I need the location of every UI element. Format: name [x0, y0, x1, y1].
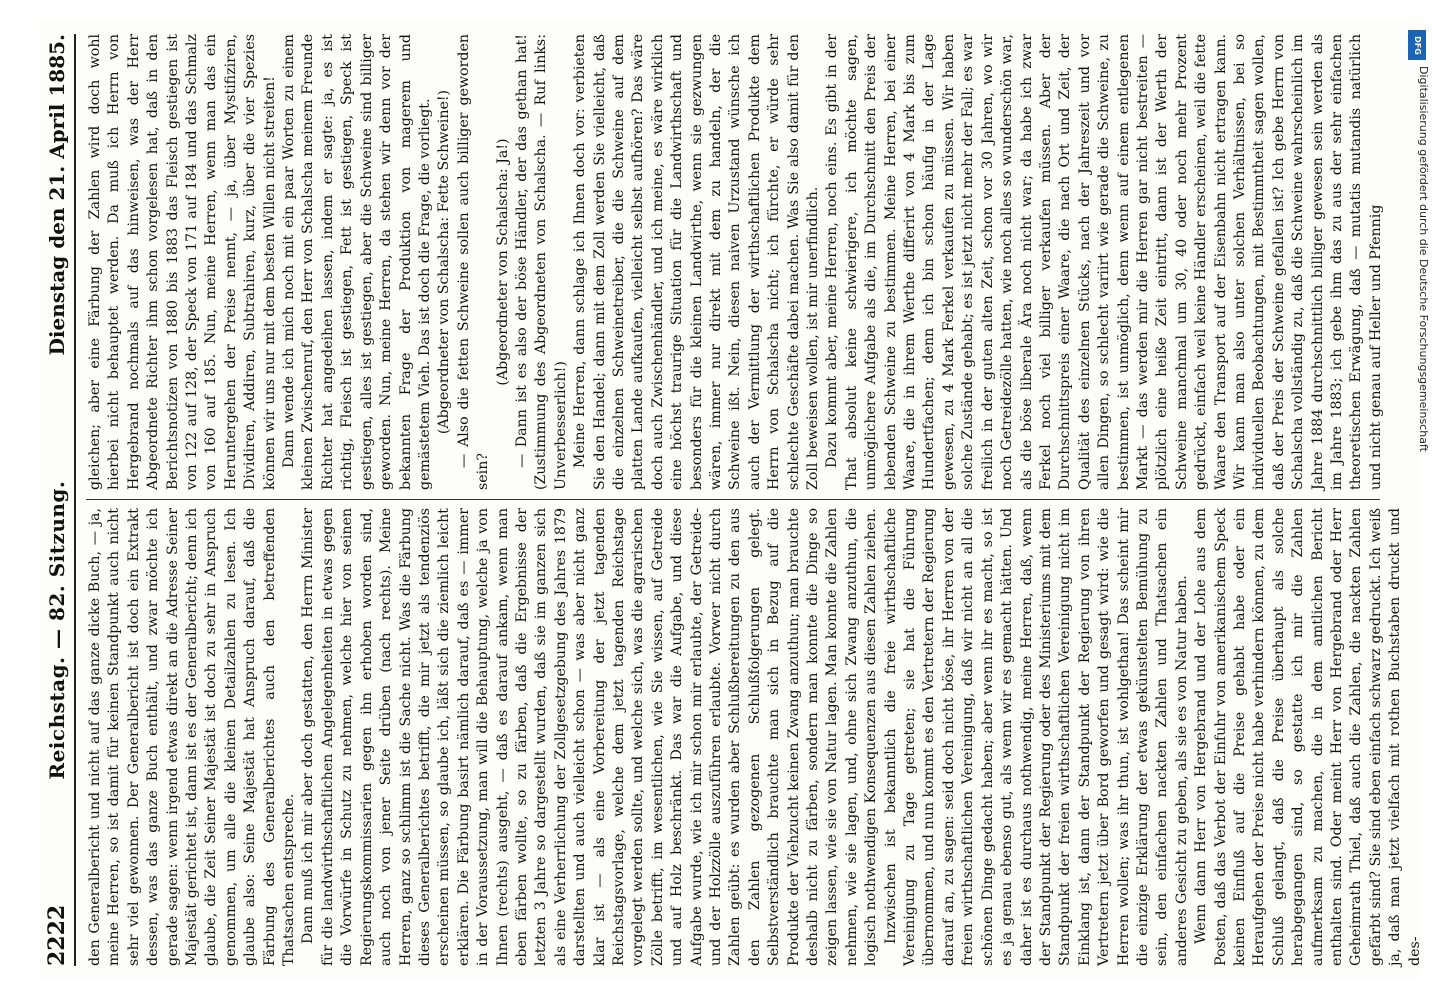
paragraph: — Dann ist es also der böse Händler, der das gethan hat! (Zustimmung des Abgeordneten von Schalscha. — Ruf links: Unverbesserlich!) [513, 34, 569, 490]
digitization-credit: Digitalisierung gefördert durch die Deutsche Forschungsgemeinschaft [1417, 66, 1430, 452]
paragraph: Inzwischen ist bekanntlich die freie wirthschaftliche Vereinigung zu Tage getreten; sie hat die Führung übernommen, und nun kommt es den Vertretern der Regierung darauf an, zu sagen: seid doch nicht böse, ihr Herren von der freien wirthschaftlichen Vereinigung, daß wir nicht an all die schönen Dinge gedacht haben; aber wenn ihr es macht, so ist es ja genau ebenso gut, als wenn wir es gemacht hätten. Und daher ist es durchaus nothwendig, meine Herren, daß, wenn der Standpunkt der Regierung oder des Ministeriums mit dem Standpunkt der freien wirthschaftlichen Vereinigung nicht im Einklang ist, dann der Standpunkt der Regierung von ihren Vertretern jetzt über Bord geworfen und gesagt wird: wie die Herren wollen; was ihr thun, ist wohlgethan! Das scheint mir die einzige Erklärung der etwas gekünstelten Bemühung zu sein, den einfachen nackten Zahlen und Thatsachen ein anderes Gesicht zu geben, als sie es von Natur haben. [882, 508, 1190, 966]
interjection: (Abgeordneter von Schalscha: Ja!) [494, 138, 511, 386]
paragraph: gleichen; aber eine Färbung der Zahlen wird doch wohl hierbei nicht behauptet werden. Da muß ich Herrn von Hergebrand nochmals auf das hinweisen, was der Herr Abgeordnete Richter ihm schon vorgelesen hat, daß in den Berichtsnotizen von 1880 bis 1883 das Fleisch gestiegen ist von 122 auf 128, der Speck von 171 auf 184 und das Schmalz von 160 auf 185. Nun, meine Herren, wenn man das ein Heruntergehen der Preise nennt, — ja, über Mystifiziren, Dividiren, Addiren, Subtrahiren, kurz, über die vier Spezies können wir uns nur mit dem besten Willen nicht streiten! [87, 34, 278, 490]
dfg-credit-strip [1404, 30, 1430, 990]
page-date: Dienstag den 21. April 1885. [45, 34, 69, 356]
page-header [40, 34, 76, 966]
right-column [86, 34, 1410, 490]
document-page [40, 20, 1423, 980]
dfg-logo: DFG [1408, 30, 1426, 60]
paragraph: Dann wende ich mich noch mit ein paar Worten zu einem kleinen Zwischenruf, den Herr von Schalscha meinem Freunde Richter hat angedeihen lassen, indem er sagte: ja, es ist richtig, Fleisch ist gestiegen, Fett ist gestiegen, Speck ist gestiegen, alles ist gestiegen, aber die Schweine sind billiger geworden. Nun, meine Herren, da stehen wir denn vor der bekannten Frage der Produktion von magerem und gemästetem Vieh. Das ist doch die Frage, die vorliegt. [281, 34, 433, 490]
paragraph: Wenn dann Herr von Hergebrand und der Lohe aus dem Posten, daß das Verbot der Einfuhr von amerikanischem Speck keinen Einfluß auf die Preise gehabt habe oder ein Heraufgehen der Preise nicht habe verhindern können, zu dem Schluß gelangt, daß die Preise überhaupt als solche herabgegangen sind, so gestatte ich mir die Zahlen aufmerksam zu machen, die in dem amtlichen Bericht enthalten sind. Oder meint Herr von Hergebrand oder Herr Geheimrath Thiel, daß auch die Zahlen, die nackten Zahlen gefärbt sind? Sie sind eben einfach schwarz gedruckt. Ich weiß ja, daß man jetzt vielfach mit rothen Buchstaben druckt und des- [1193, 508, 1423, 966]
paragraph: Dazu kommt aber, meine Herren, noch eins. Es gibt in der That absolut keine schwierigere, ich möchte sagen, unmöglichere Aufgabe als die, im Durchschnitt den Preis der lebenden Schweine zu bestimmen. Meine Herren, bei einer Waare, die in ihrem Werthe differirt von 4 Mark bis zum Hundertfachen; denn ich bin schon häufig in der Lage gewesen, zu 4 Mark Ferkel verkaufen zu müssen. Wir haben solche Zustände gehabt; es ist jetzt nicht mehr der Fall; es war freilich in der guten alten Zeit, schon vor 30 Jahren, wo wir noch Getreidezölle hatten, wie noch alles so wunderschön war, als die böse liberale Ära noch nicht war; da habe ich zwar Ferkel noch viel billiger verkaufen müssen. Aber der Durchschnittspreis einer Waare, die nach Ort und Zeit, der Qualität des einzelnen Stücks, nach der Jahreszeit und vor allen Dingen, so schlecht variirt wie gerade die Schweine, zu bestimmen, ist unmöglich, denn wenn auf einem entlegenen Markt — das werden mir die Herren gar nicht bestreiten — plötzlich eine heiße Zeit eintritt, dann ist der Werth der Schweine manchmal um 30, 40 oder noch mehr Prozent gedrückt, einfach weil keine Händler erscheinen, weil die fette Waare den Transport auf der Eisenbahn nicht ertragen kann. Wir kann man also unter solchen Verhältnissen, bei so individuellen Beobachtungen, mit Bestimmtheit sagen wollen, daß der Preis der Schweine gefallen ist? Ich gebe Herrn von Schalscha vollständig zu, daß die Schweine wahrscheinlich im Jahre 1884 durchschnittlich billiger gewesen sein werden als im Jahre 1883; ich gebe ihm das zu aus der sehr einfachen theoretischen Erwägung, daß — mutatis mutandis natürlich und nicht genau auf Heller und Pfennig [824, 34, 1384, 490]
paragraph: den Generalbericht und nicht auf das ganze dicke Buch, — ja, meine Herren, so ist damit für keinen Standpunkt auch nicht sehr viel gewonnen. Der Generalbericht ist doch ein Extrakt dessen, was das ganze Buch enthält, und zwar möchte ich gerade sagen: wenn irgend etwas direkt an die Adresse Seiner Majestät gerichtet ist, dann ist es der Generalbericht; denn ich glaube, die Zeit Seiner Majestät ist doch zu sehr in Anspruch genommen, um alle die kleinen Detailzahlen zu lesen. Ich glaube also: Seine Majestät hat Anspruch darauf, daß die Färbung des Generalberichtes auch den betreffenden Thatsachen entspreche. [87, 508, 298, 966]
page-number: 2222 [44, 904, 70, 966]
page-title: Reichstag. — 82. Sitzung. [45, 480, 69, 780]
paragraph: — Also die fetten Schweine sollen auch billiger geworden sein? [455, 34, 492, 490]
paragraph: Meine Herren, dann schlage ich Ihnen doch vor: verbieten Sie den Handel; dann mit dem Zoll werden Sie vielleicht, daß die einzelnen Schweinetreiber, die die Schweine auf dem platten Lande aufkaufen, vielleicht selbst aufhören? Das wäre doch auch Zwischenhändler, und ich meine, es wäre wirklich eine höchst traurige Situation für die Landwirthschaft und besonders für die kleinen Landwirthe, wenn sie gezwungen wären, immer nur direkt mit dem zu handeln, der die Schweine ißt. Nein, diesen naiven Urzustand wünsche ich auch der Vermittlung der wirthschaftlichen Produkte dem Herrn von Schalscha nicht; ich fürchte, er würde sehr schlechte Geschäfte dabei machen. Was Sie also damit für den Zoll beweisen wollen, ist mir unerfindlich. [572, 34, 822, 490]
paragraph: Dann muß ich mir aber doch gestatten, den Herrn Minister für die landwirthschaftlichen Angelegenheiten in etwas gegen die Vorwürfe in Schutz zu nehmen, welche hier von seinen Regierungskommissarien gegen ihn erhoben worden sind, auch noch von jener Seite drüben (nach rechts). Meine Herren, ganz so schlimm ist die Sache nicht. Was die Färbung dieses Generalberichtes betrifft, die mir jetzt als tendenziös erscheinen müssen, so glaube ich, läßt sich die ziemlich leicht erklären. Die Färbung basirt nämlich darauf, daß es — immer in der Voraussetzung, man will die Behauptung, welche ja von Ihnen (rechts) ausgeht, — daß es darauf ankam, wenn man eben färben wollte, so zu färben, daß die Ergebnisse der letzten 3 Jahre so dargestellt wurden, daß sie im ganzen sich als eine Verherrlichung der Zollgesetzgebung des Jahres 1879 darstellten und auch vielleicht schon — was aber nicht ganz klar ist — als eine Vorbereitung der jetzt tagenden Reichstagsvorlage, welche dem jetzt tagenden Reichstage vorgelegt werden sollte, und welche sich, was die agrarischen Zölle betrifft, im wesentlichen, wie Sie wissen, auf Getreide und auf Holz beschränkt. Das war die Aufgabe, und diese Aufgabe wurde, wie ich mir schon mir erlaubte, der Getreide- und der Holzzölle auszuführen erlaubte. Vorwer nicht durch Zahlen geübt: es wurden aber Schlußbereitungen zu den aus den Zahlen gezogenen Schlußfolgerungen gelegt. Selbstverständlich brauchte man sich in Bezug auf die Produkte der Viehzucht keinen Zwang anzuthun; man brauchte deshalb nicht zu färben, sondern man konnte die Dinge so zeigen lassen, wie sie von Natur lagen. Man konnte die Zahlen nehmen, wie sie lagen, und, ohne sich Zwang anzuthun, die logisch nothwendigen Konsequenzen aus diesen Zahlen ziehen. [300, 508, 880, 966]
interjection: (Abgeordneter von Schalscha: Fette Schweine!) [436, 89, 453, 435]
left-column [86, 508, 1423, 966]
column-divider [86, 499, 1380, 500]
